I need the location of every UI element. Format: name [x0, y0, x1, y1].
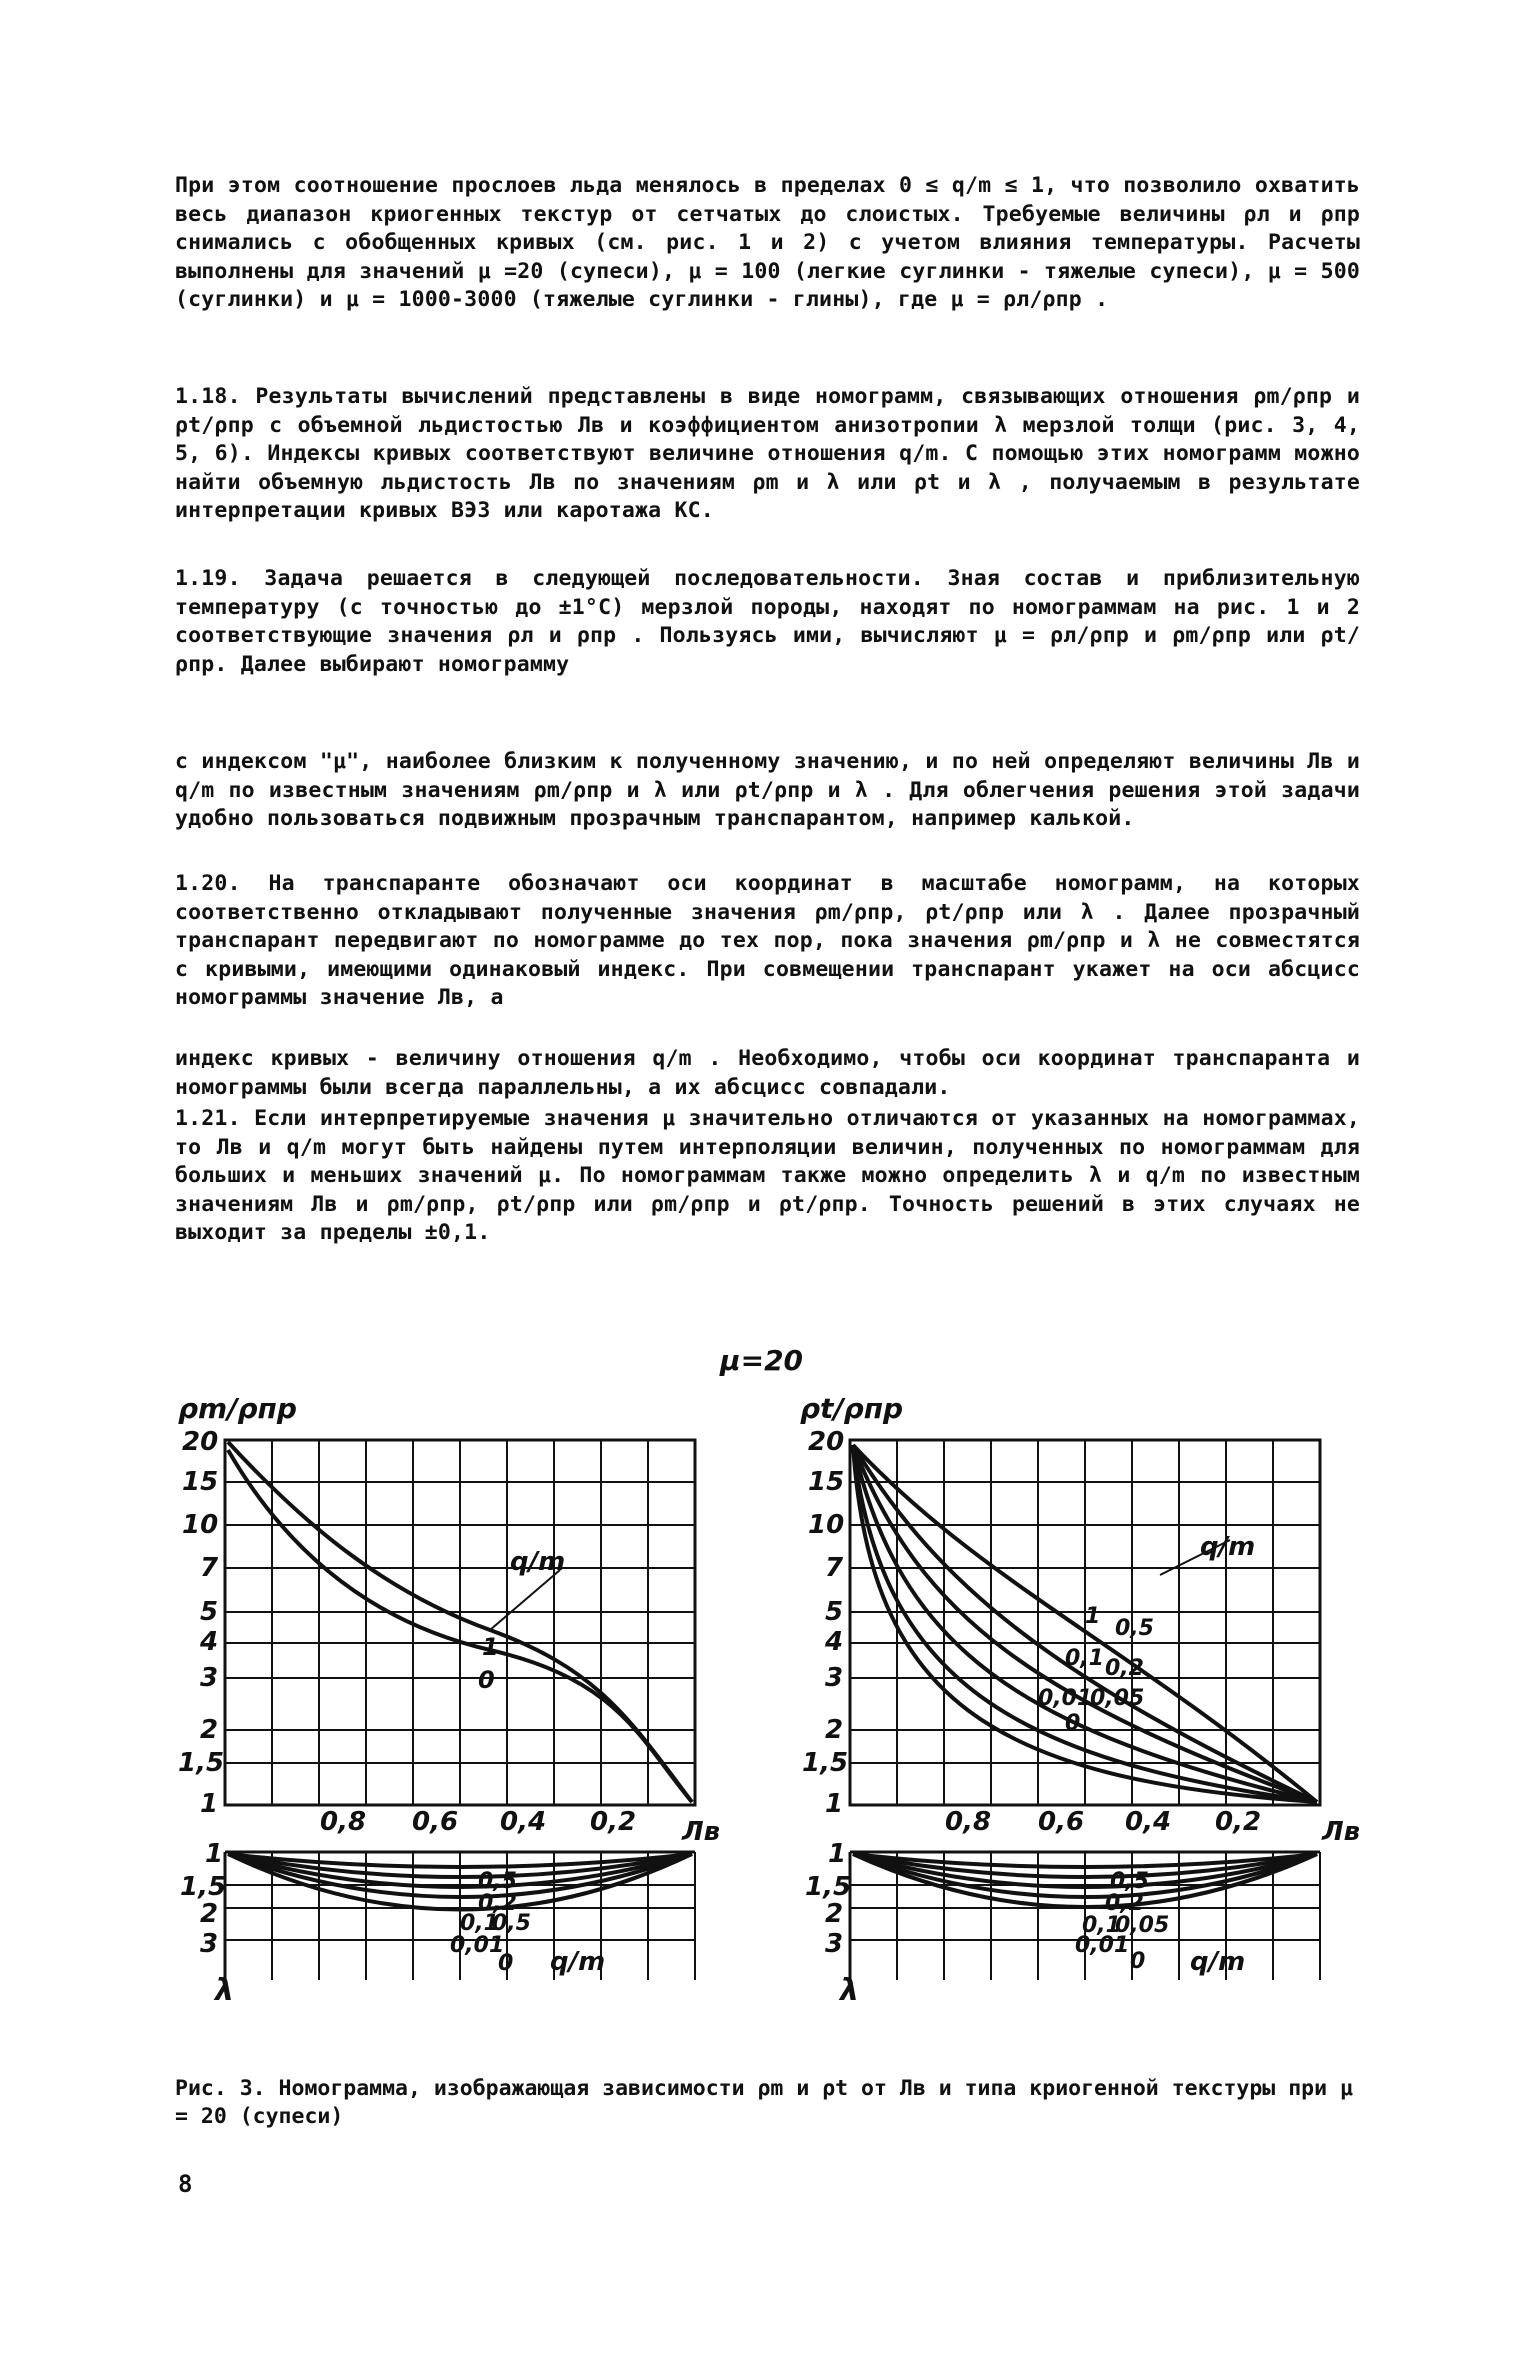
nomogram-svg: [160, 1340, 1380, 2060]
ytick: 10: [808, 1510, 845, 1540]
right-ylabel: ρt/ρпр: [800, 1392, 904, 1425]
ytick: 20: [808, 1427, 845, 1457]
ytick: 5: [200, 1597, 219, 1627]
right-x-ticks: [945, 1807, 1360, 1847]
left-x-axis-label: Лв: [682, 1817, 721, 1847]
paragraph-2: 1.18. Результаты вычислений представлены в виде номограмм, связывающих отношения ρm/ρпр и ρt/ρпр с объемной льдистостью Лв и коэффициентом анизотропии λ мерзлой толщи (рис. 3, 4, 5, 6). Индексы кривых соответствуют величине отношения q/m. С помощью этих номограмм можно найти объемную льдистость Лв по значениям ρm и λ или ρt и λ , получаемым в результате интерпретации кривых ВЭЗ или каротажа КС.: [175, 384, 1374, 523]
bl-qm-label: q/m: [550, 1947, 606, 1977]
left-curve-label-0: 0: [478, 1666, 495, 1694]
bl-curve-label: 0,5: [492, 1911, 531, 1936]
xtick: 0,6: [412, 1807, 459, 1837]
body-text-block-1: [175, 172, 1374, 315]
ltick: 1: [828, 1839, 847, 1869]
ltick: 2: [200, 1899, 219, 1929]
ytick: 1,5: [802, 1748, 849, 1778]
body-text-block-7: [175, 1105, 1374, 1248]
page-number: 8: [178, 2170, 193, 2198]
xtick: 0,2: [1215, 1807, 1262, 1837]
ytick: 4: [825, 1627, 844, 1657]
ytick: 2: [200, 1715, 219, 1745]
body-text-block-4: [175, 748, 1374, 834]
body-text-block-6: [175, 1045, 1374, 1102]
body-text-block-3: [175, 565, 1374, 679]
bl-curve-label: 0,01: [450, 1933, 505, 1958]
paragraph-7: 1.21. Если интерпретируемые значения μ значительно отличаются от указанных на номограммах, то Лв и q/m могут быть найдены путем интерполяции величин, полученных по номограммам для больших и меньших значений μ. По номограммам также можно определить λ и q/m по известным значениям Лв и ρm/ρпр, ρt/ρпр или ρm/ρпр и ρt/ρпр. Точность решений в этих случаях не выходит за пределы ±0,1.: [175, 1106, 1374, 1245]
xtick: 0,8: [320, 1807, 367, 1837]
br-curve-label: 0,05: [1115, 1913, 1170, 1938]
right-lambda-label: λ: [840, 1973, 859, 2008]
br-curve-label: 0,1: [1082, 1913, 1121, 1938]
xtick: 0,4: [1125, 1807, 1172, 1837]
paragraph-4: с индексом "μ", наиболее близким к полученному значению, и по ней определяют величины Лв и q/m по известным значениям ρm/ρпр и λ или ρt/ρпр и λ . Для облегчения решения этой задачи удобно пользоваться подвижным прозрачным транспарантом, например калькой.: [175, 749, 1374, 831]
bl-curve-label: 0,1: [460, 1911, 499, 1936]
right-bottom-panel: [850, 1852, 1320, 1980]
paragraph-3: 1.19. Задача решается в следующей последовательности. Зная состав и приблизительную температуру (с точностью до ±1°С) мерзлой породы, находят по номограммам на рис. 1 и 2 соответствующие значения ρл и ρпр . Пользуясь ими, вычисляют μ = ρл/ρпр и ρm/ρпр или ρt/ρпр. Далее выбирают номограмму: [175, 566, 1374, 677]
ytick: 15: [808, 1467, 845, 1497]
left-bottom-panel: [225, 1852, 695, 1980]
br-qm-label: q/m: [1190, 1947, 1246, 1977]
xtick: 0,8: [945, 1807, 992, 1837]
ltick: 1,5: [180, 1872, 227, 1902]
ytick: 7: [200, 1553, 219, 1583]
right-top-panel: [800, 1392, 1320, 1805]
paragraph-1: При этом соотношение прослоев льда менялось в пределах 0 ≤ q/m ≤ 1, что позволило охватить весь диапазон криогенных текстур от сетчатых до слоистых. Требуемые величины ρл и ρпр снимались с обобщенных кривых (см. рис. 1 и 2) с учетом влияния температуры. Расчеты выполнены для значений μ =20 (супеси), μ = 100 (легкие суглинки - тяжелые супеси), μ = 500 (суглинки) и μ = 1000-3000 (тяжелые суглинки - глины), где μ = ρл/ρпр .: [175, 173, 1374, 312]
caption-text: Рис. 3. Номограмма, изображающая зависимости ρm и ρt от Лв и типа криогенной текстуры при μ = 20 (супеси): [175, 2076, 1353, 2129]
ytick: 1: [825, 1789, 844, 1819]
br-curve-label: 0,01: [1075, 1933, 1130, 1958]
ytick: 7: [825, 1553, 844, 1583]
right-y-ticks: [802, 1427, 848, 1819]
br-curve-label: 0,5: [1110, 1869, 1149, 1894]
bl-curve-label: 0: [498, 1951, 514, 1976]
bl-curve-label: 0,5: [478, 1869, 517, 1894]
xtick: 0,4: [500, 1807, 547, 1837]
ytick: 15: [182, 1467, 219, 1497]
body-text-block-5: [175, 870, 1374, 1013]
ltick: 1,5: [805, 1872, 852, 1902]
xtick: 0,6: [1038, 1807, 1085, 1837]
nomogram-figure: [160, 1340, 1380, 2060]
left-curve-label-1: 1: [482, 1633, 499, 1661]
rt-curve-label: 0,1: [1065, 1646, 1104, 1671]
left-x-ticks: [320, 1807, 720, 1847]
br-curve-label: 0: [1130, 1949, 1146, 1974]
right-qm-label: q/m: [1200, 1532, 1256, 1562]
figure-caption: [175, 2075, 1365, 2131]
rt-curve-label: 0,5: [1115, 1616, 1154, 1641]
right-x-axis-label: Лв: [1322, 1817, 1361, 1847]
mu-label: μ=20: [720, 1344, 804, 1377]
ytick: 3: [825, 1663, 844, 1693]
left-top-panel: [178, 1392, 695, 1805]
ytick: 2: [825, 1715, 844, 1745]
ltick: 1: [205, 1839, 224, 1869]
rt-curve-label: 0,01: [1038, 1686, 1093, 1711]
ytick: 1,5: [178, 1748, 225, 1778]
left-y-ticks: [178, 1427, 224, 1819]
ytick: 3: [200, 1663, 219, 1693]
ytick: 4: [200, 1627, 219, 1657]
ltick: 3: [825, 1929, 844, 1959]
ytick: 1: [200, 1789, 219, 1819]
bl-curve-label: 0,2: [478, 1891, 517, 1916]
rt-curve-label: 0: [1065, 1711, 1081, 1736]
body-text-block-2: [175, 383, 1374, 526]
rt-curve-label: 1: [1085, 1604, 1101, 1629]
rt-curve-label: 0,05: [1090, 1686, 1145, 1711]
rt-curve-label: 0,2: [1105, 1656, 1144, 1681]
left-ylabel: ρm/ρпр: [178, 1392, 297, 1425]
ltick: 3: [200, 1929, 219, 1959]
xtick: 0,2: [590, 1807, 637, 1837]
ytick: 10: [182, 1510, 219, 1540]
br-curve-label: 0,2: [1105, 1891, 1144, 1916]
paragraph-5: 1.20. На транспаранте обозначают оси координат в масштабе номограмм, на которых соответственно откладывают полученные значения ρm/ρпр, ρt/ρпр или λ . Далее прозрачный транспарант передвигают по номограмме до тех пор, пока значения ρm/ρпр и λ не совместятся с кривыми, имеющими одинаковый индекс. При совмещении транспарант укажет на оси абсцисс номограммы значение Лв, а: [175, 871, 1374, 1010]
left-qm-label: q/m: [510, 1547, 566, 1577]
ltick: 2: [825, 1899, 844, 1929]
ytick: 5: [825, 1597, 844, 1627]
paragraph-6: индекс кривых - величину отношения q/m . Необходимо, чтобы оси координат транспаранта и номограммы были всегда параллельны, а их абсцисс совпадали.: [175, 1046, 1374, 1100]
left-lambda-label: λ: [215, 1973, 234, 2008]
ytick: 20: [182, 1427, 219, 1457]
